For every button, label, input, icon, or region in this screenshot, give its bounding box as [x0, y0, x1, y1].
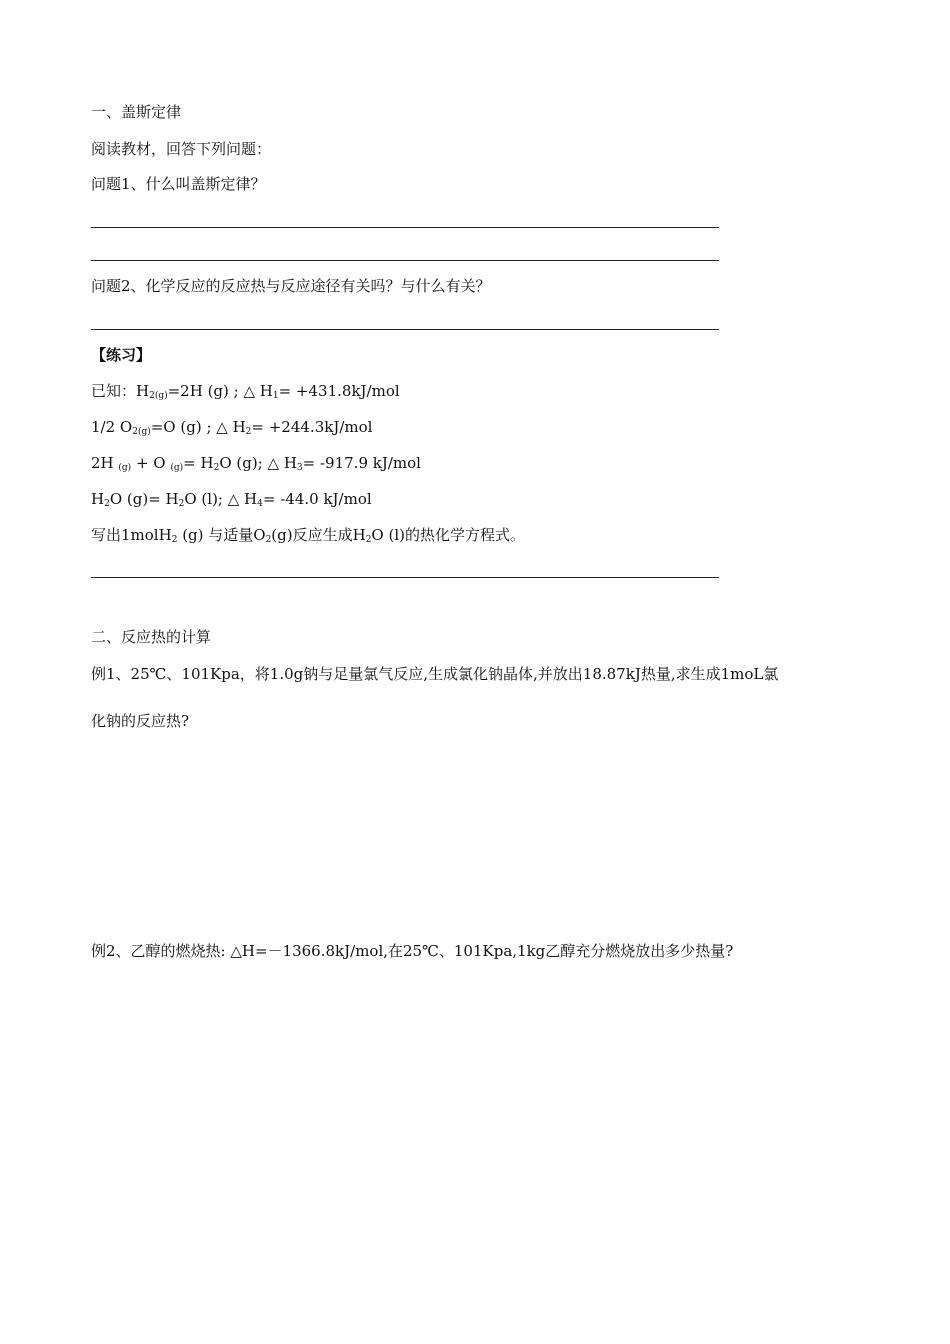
question1-text: 问题1、什么叫盖斯定律？ [91, 175, 266, 193]
equation-4: $H_2O$ $(g)= H_2O$ (l); △ $H_4= -44.0$ kJ/mol [91, 490, 372, 509]
example1-line-1: 例1、25℃、101Kpa，将1.0g钠与足量氯气反应,生成氯化钠晶体,并放出18.87kJ热量,求生成1moL氯 [91, 665, 779, 683]
example1-line-2: 化钠的反应热? [91, 712, 190, 730]
answer-line-1 [91, 227, 719, 228]
example2-text: 例2、乙醇的燃烧热: △H=－1366.8kJ/mol,在25℃、101Kpa,1kg乙醇充分燃烧放出多少热量? [91, 942, 734, 960]
practice-task: 写出1molH$_2$ (g) 与适量$O_2(g)$反应生成$H_2O$ (l)的热化学方程式。 [91, 526, 525, 545]
answer-line-2 [91, 260, 719, 261]
equation-1: 已知：$H_{2(g)}=2H$ (g) ; △ $H_1= +431.8kJ/mol$ [91, 382, 400, 401]
answer-line-4 [91, 577, 719, 578]
practice-heading: 【练习】 [91, 346, 152, 364]
section1-title: 一、盖斯定律 [91, 103, 182, 121]
equation-2: 1/2 $O_{2(g)}=O$ (g) ; △ $H_2= +244.3kJ/mol$ [91, 418, 373, 437]
equation-3: 2H $_{(g)}$ + O $_{(g)}= H_2O$ (g); △ $H_3= -917.9$ kJ/mol [91, 454, 421, 473]
section1-instruction: 阅读教材，回答下列问题： [91, 140, 272, 158]
answer-line-3 [91, 329, 719, 330]
question2-text: 问题2、化学反应的反应热与反应途径有关吗？与什么有关？ [91, 277, 491, 295]
section2-title: 二、反应热的计算 [91, 628, 212, 646]
